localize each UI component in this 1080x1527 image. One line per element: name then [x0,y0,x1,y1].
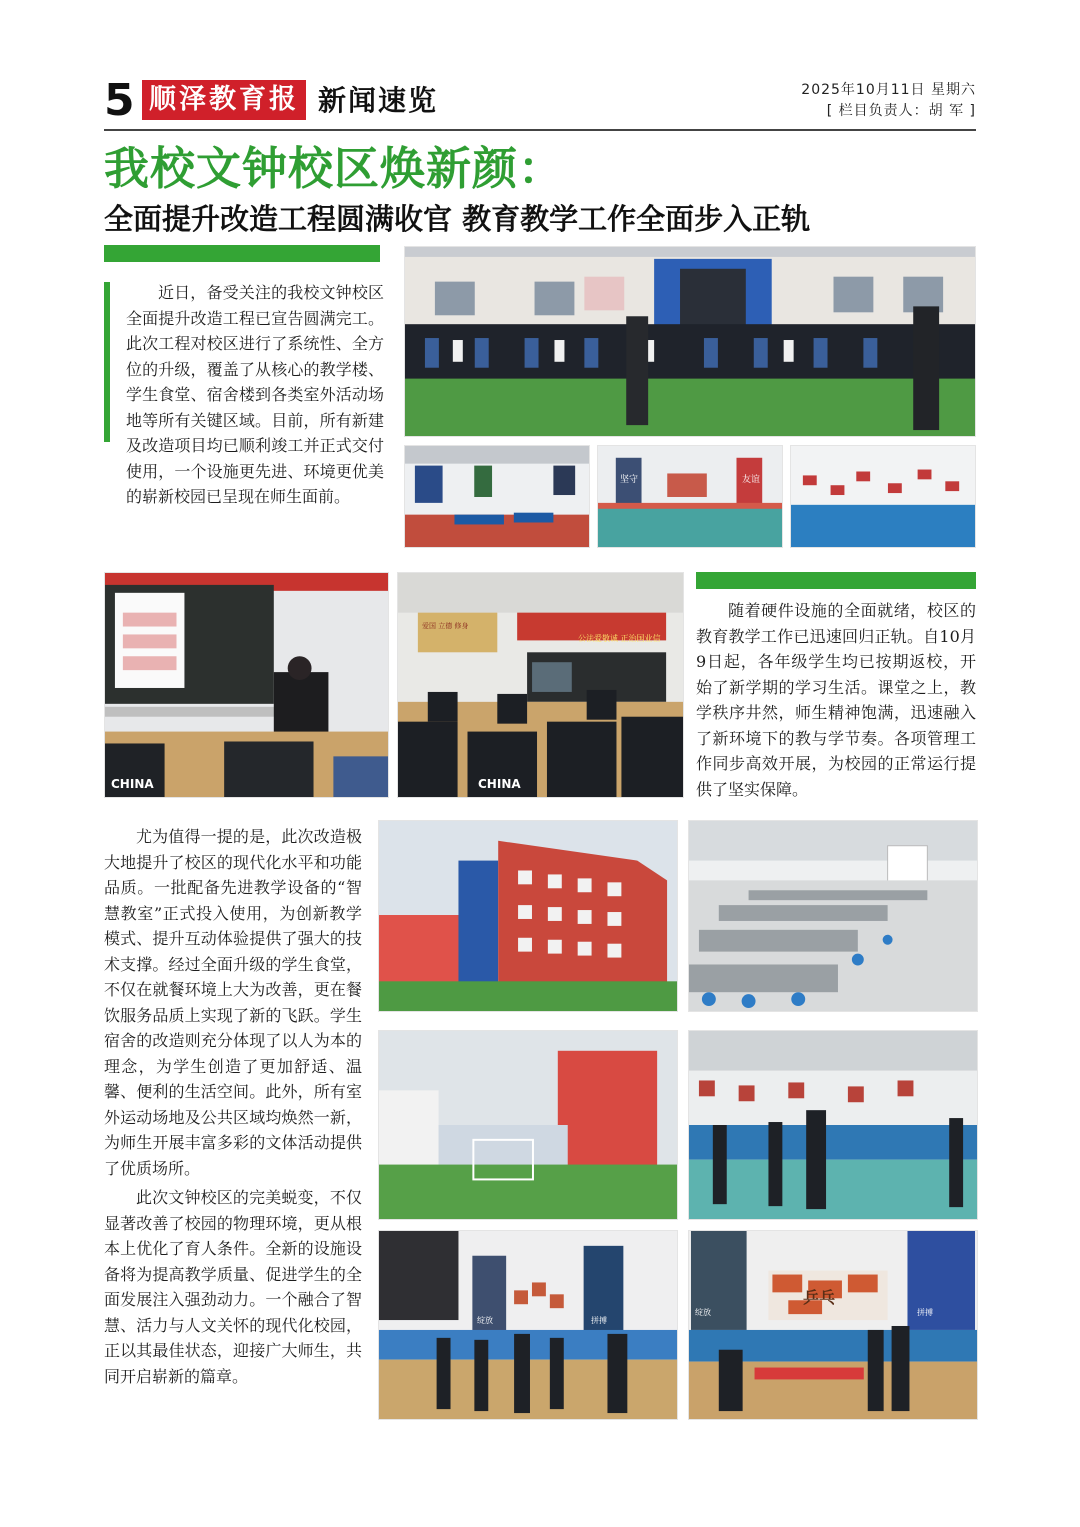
article-title: 我校文钟校区焕新颜： [104,142,565,195]
lower-text-column [104,824,362,1389]
jersey-text-2: CHINA [478,777,521,791]
photo-classroom-students [397,572,684,798]
photo-activity-hall [688,1030,978,1220]
photo-student-canteen [688,820,978,1012]
lead-column [126,280,384,510]
photo-wall-display [790,445,976,548]
section-title: 新闻速览 [318,84,439,117]
header-rule [104,129,976,131]
poster-label-2: 友谊 [742,475,761,485]
issue-date: 2025年10月11日 星期六 [801,82,976,98]
gym-poster-label-2: 拼搏 [591,1316,607,1325]
classroom-wall-slogan: 公法爱敬诚 正治国业信 [578,634,661,643]
title-accent-bar [104,245,380,262]
paragraph-conclusion: 此次文钟校区的完美蜕变，不仅显著改善了校园的物理环境，更从根本上优化了育人条件。全新的设施设备将为提高教学质量、促进学生的全面发展注入强劲动力。一个融合了智慧、活力与人文关怀的现代化校园，正以其最佳状态，迎接广大师生，共同开启崭新的篇章。 [104,1188,362,1386]
photo-smart-classroom-teacher [104,572,389,798]
page-number: 5 [104,75,135,126]
jersey-text-1: CHINA [111,777,154,791]
gym-wall-sign: 乒乓 [803,1288,836,1307]
resumption-column [696,598,976,802]
gym-poster-label-4: 拼搏 [917,1308,933,1317]
newspaper-masthead: 顺泽教育报 [142,80,306,120]
photo-teaching-building [378,820,678,1012]
gym-poster-label-1: 绽放 [477,1316,493,1325]
lead-accent-line [104,282,110,442]
photo-gym-basketball [378,1230,678,1420]
gym-poster-label-3: 绽放 [695,1308,711,1317]
paragraph-upgrades: 尤为值得一提的是，此次改造极大地提升了校区的现代化水平和功能品质。一批配备先进教学设备的“智慧教室”正式投入使用，为创新教学模式、提升互动体验提供了强大的技术支撑。经过全面升级的学生食堂，不仅在就餐环境上大为改善，更在餐饮服务品质上实现了新的飞跃。学生宿舍的改造则充分体现了以人为本的理念，为学生创造了更加舒适、温馨、便利的生活空间。此外，所有室外运动场地及公共区域均焕然一新，为师生开展丰富多彩的文体活动提供了优质场所。 [104,827,362,1178]
photo-table-tennis-hall [597,445,783,548]
photo-student-assembly [404,246,976,437]
paragraph-lead: 近日，备受关注的我校文钟校区全面提升改造工程已宣告圆满完工。此次工程对校区进行了系统性、全方位的升级，覆盖了从核心的教学楼、学生食堂、宿舍楼到各类室外活动场地等所有关键区域。目前，所有新建及改造项目均已顺利竣工并正式交付使用，一个设施更先进、环境更优美的崭新校园已呈现在师生面前。 [126,283,384,506]
photo-table-tennis-room [404,445,590,548]
paragraph-resumption: 随着硬件设施的全面就绪，校区的教育教学工作已迅速回归正轨。自10月9日起，各年级学生均已按期返校，开始了新学期的学习生活。课堂之上，教学秩序井然，师生精神饱满，迅速融入了新环境下的教与学节奏。各项管理工作同步高效开展，为校园的正常运行提供了坚实保障。 [696,601,976,799]
section-accent-bar [696,572,976,589]
photo-gym-table-tennis [688,1230,978,1420]
photo-sports-field [378,1030,678,1220]
classroom-wall-slogan-left: 爱国 立德 修身 [422,622,469,630]
article-subtitle: 全面提升改造工程圆满收官 教育教学工作全面步入正轨 [104,202,811,236]
poster-label-1: 坚守 [620,475,639,485]
column-editor: [ 栏目负责人：胡 军 ] [826,103,976,119]
